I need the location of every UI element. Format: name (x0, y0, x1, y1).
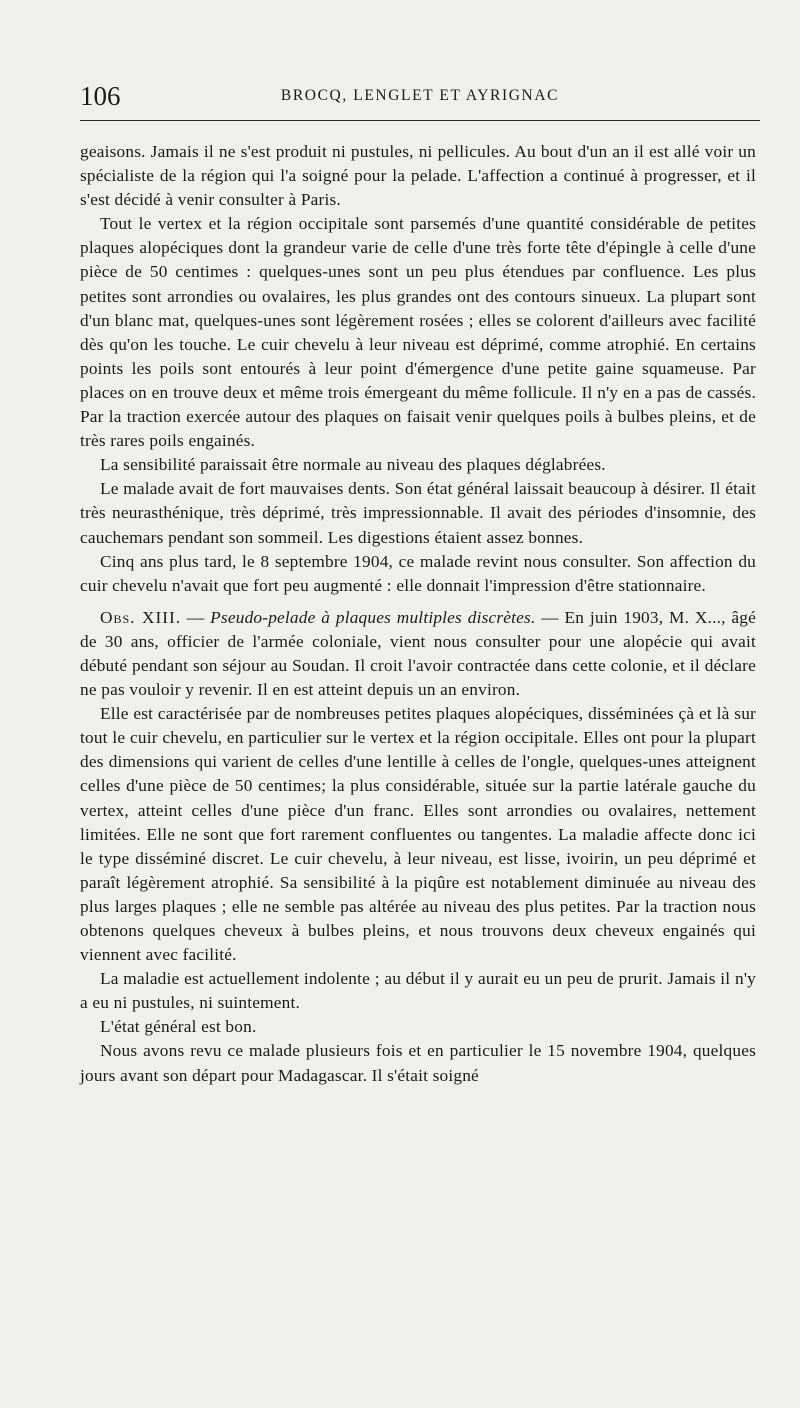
paragraph-plaques: Elle est caractérisée par de nombreuses petites plaques alopéciques, disséminées çà et là sur tout le cuir chevelu, en particulier sur le vertex et la région occipitale. Elles ont pour la plupart des dimensions qui varient de celles d'une lentille à celles de l'ongle, quelques-unes atteignent celles d'une pièce de 50 centimes; la plus considérable, située sur la partie latérale gauche du vertex, atteint celles d'une pièce d'un franc. Elles sont arrondies ou ovalaires, nettement limitées. Elle ne sont que fort rarement confluentes ou tangentes. La maladie affecte donc ici le type disséminé discret. Le cuir chevelu, à leur niveau, est lisse, ivoirin, un peu déprimé et paraît légèrement atrophié. Sa sensibilité à la piqûre est notablement diminuée au niveau des plus larges plaques ; elle ne semble pas altérée au niveau des plus petites. Par la traction nous obtenons quelques cheveux à bulbes pleins, et nous trouvons deux cheveux engainés qui viennent avec facilité. (80, 704, 756, 965)
header-rule (80, 120, 760, 121)
paragraph-state: L'état général est bon. (100, 1017, 257, 1037)
page-number: 106 (80, 81, 121, 111)
paragraph-general-state: Le malade avait de fort mauvaises dents. Son état général laissait beaucoup à désirer. Il était très neurasthénique, très déprimé, très impressionnable. Il avait des périodes d'insomnie, des cauchemars pendant son sommeil. Les digestions étaient assez bonnes. (80, 479, 756, 547)
page-header (80, 80, 760, 114)
observation-title: Pseudo-pelade à plaques multiples discrètes. (210, 607, 536, 627)
paragraph-description: Tout le vertex et la région occipitale sont parsemés d'une quantité considérable de petites plaques alopéciques dont la grandeur varie de celle d'une très forte tête d'épingle à celle d'une pièce de 50 centimes : quelques-unes sont un peu plus étendues par confluence. Les plus petites sont arrondies ou ovalaires, les plus grandes ont des contours sinueux. La plupart sont d'un blanc mat, quelques-unes sont légèrement rosées ; elles se colorent d'ailleurs avec facilité dès qu'on les touche. Le cuir chevelu à leur niveau est déprimé, comme atrophié. En certains points les poils sont entourés à leur point d'émergence d'une petite gaine squameuse. Par places on en trouve deux et même trois émergeant du même follicule. Il n'y en a pas de cassés. Par la traction exercée autour des plaques on faisait venir quelques poils à bulbes pleins, et de très rares poils engainés. (80, 214, 756, 451)
paragraph-evolution: La maladie est actuellement indolente ; au début il y aurait eu un peu de prurit. Jamais il n'y a eu ni pustules, ni suintement. (80, 969, 756, 1013)
paragraph-continuation: geaisons. Jamais il ne s'est produit ni pustules, ni pellicules. Au bout d'un an il est allé voir un spécialiste de la région qui l'a soigné pour la pelade. L'affection a continué à progresser, et il s'est décidé à venir consulter à Paris. (80, 142, 756, 210)
observation-xiii-intro (80, 606, 756, 702)
running-head: BROCQ, LENGLET ET AYRIGNAC (280, 87, 560, 104)
paragraph-revisit: Nous avons revu ce malade plusieurs fois et en particulier le 15 novembre 1904, quelques jours avant son départ pour Madagascar. Il s'était soigné (80, 1041, 756, 1085)
observation-dash: — (181, 607, 211, 627)
observation-text: — En juin 1903, M. X..., âgé de 30 ans, officier de l'armée coloniale, vient nous consulter pour une alopécie qui avait débuté pendant son séjour au Soudan. Il croit l'avoir contractée dans cette colonie, et il déclare ne pas vouloir y revenir. Il en est atteint depuis un an environ. (80, 607, 756, 700)
body-text (80, 140, 756, 1088)
observation-label: Obs. XIII. (100, 607, 182, 627)
paragraph-follow-up: Cinq ans plus tard, le 8 septembre 1904, ce malade revint nous consulter. Son affection du cuir chevelu n'avait que fort peu augmenté : elle donnait l'impression d'être stationnaire. (80, 551, 756, 595)
paragraph-sensibility: La sensibilité paraissait être normale au niveau des plaques déglabrées. (100, 455, 606, 475)
